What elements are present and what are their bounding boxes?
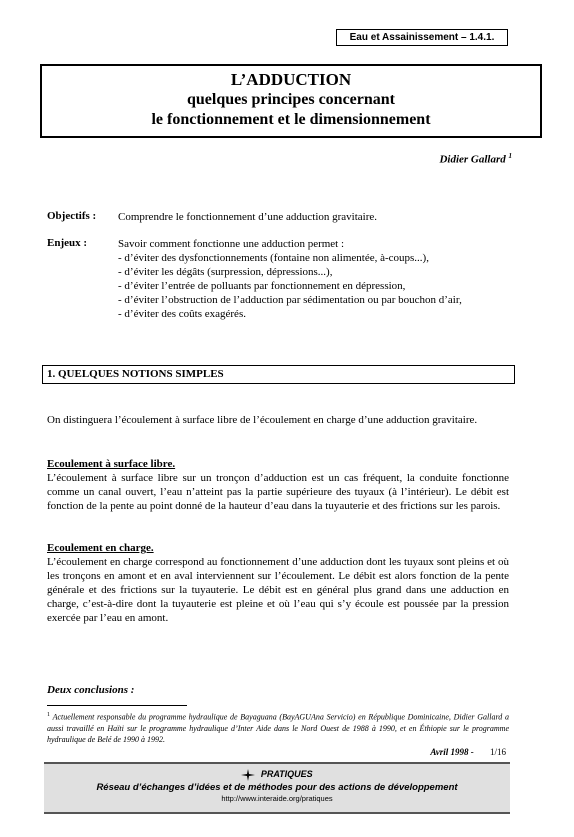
en-charge-section (47, 541, 509, 625)
list-item: - d’éviter l’obstruction de l’adduction par sédimentation ou par bouchon d’air, (118, 294, 462, 306)
footnote (47, 710, 509, 745)
enjeux-label: Enjeux : (47, 237, 88, 249)
page-info (430, 747, 506, 757)
paragraph: L’écoulement à surface libre sur un tronçon d’adduction est un cas fréquent, la conduite fonctionne comme un canal ouvert, l’eau n’atteint pas la partie supérieure des tuyaux (à l’intérieur). Le débit est fonction de la pente au point donné de la hauteur d’eau dans la tuyauterie et des frictions sur les parois. (47, 472, 509, 512)
page-number: 1/16 (489, 747, 506, 757)
footer-brand (44, 767, 510, 781)
list-item: - d’éviter l’entrée de polluants par fonctionnement en dépression, (118, 280, 406, 292)
author-footnote-mark: 1 (508, 152, 512, 160)
list-item: - d’éviter les dégâts (surpression, dépressions...), (118, 266, 333, 278)
footnote-divider (47, 705, 187, 706)
paragraph: L’écoulement en charge correspond au fonctionnement d’une adduction dont les tuyaux sont pleins et où les tronçons en amont et en aval interviennent sur l’écoulement. Le débit est alors fonction de la pente générale et des frictions sur la tuyauterie. Le débit est en général plus grand dans une adduction en charge, c’est-à-dire dont la tuyauterie est pleine et où l’eau qui s’y écoule est poussée par la pression exercée par l’eau en amont. (47, 556, 509, 624)
footer-tagline: Réseau d’échanges d’idées et de méthodes pour des actions de développement (96, 782, 458, 793)
section-heading: 1. QUELQUES NOTIONS SIMPLES (42, 365, 515, 384)
objectifs-text: Comprendre le fonctionnement d’une adduction gravitaire. (118, 211, 378, 223)
enjeux-intro: Savoir comment fonctionne une adduction permet : (118, 238, 345, 250)
enjeux-block (118, 237, 462, 321)
conclusions-heading: Deux conclusions : (47, 684, 135, 696)
page-subtitle-line1: quelques principes concernant (186, 91, 395, 108)
publication-date: Avril 1998 - (430, 747, 474, 757)
footer-banner (44, 762, 510, 814)
author (439, 152, 512, 166)
brand-name: PRATIQUES (260, 769, 313, 779)
compass-rose-icon (241, 769, 255, 781)
page-title: L’ADDUCTION (230, 70, 352, 89)
footnote-mark: 1 (47, 712, 50, 718)
surface-libre-section (47, 457, 509, 513)
list-item: - d’éviter des coûts exagérés. (118, 308, 246, 320)
page-subtitle-line2: le fonctionnement et le dimensionnement (151, 111, 431, 128)
subsection-heading: Ecoulement à surface libre. (47, 458, 176, 470)
footer-url[interactable]: http://www.interaide.org/pratiques (221, 794, 333, 803)
series-tag: Eau et Assainissement – 1.4.1. (336, 29, 508, 46)
footnote-text: Actuellement responsable du programme hydraulique de Bayaguana (BayAGUAna Servicio) en République Dominicaine, Didier Gallard a aussi travaillé en Haïti sur le programme hydraulique d’Inter Aide dans le Nord Ouest de 1988 à 1990, et en Éthiopie sur le programme hydraulique de Belé de 1990 à 1992. (47, 712, 509, 744)
title-box (40, 64, 542, 138)
subsection-heading: Ecoulement en charge. (47, 542, 154, 554)
author-name: Didier Gallard (439, 153, 506, 166)
intro-paragraph: On distinguera l’écoulement à surface libre de l’écoulement en charge d’une adduction gravitaire. (47, 414, 478, 426)
objectifs-label: Objectifs : (47, 210, 97, 222)
list-item: - d’éviter des dysfonctionnements (fontaine non alimentée, à-coups...), (118, 252, 429, 264)
